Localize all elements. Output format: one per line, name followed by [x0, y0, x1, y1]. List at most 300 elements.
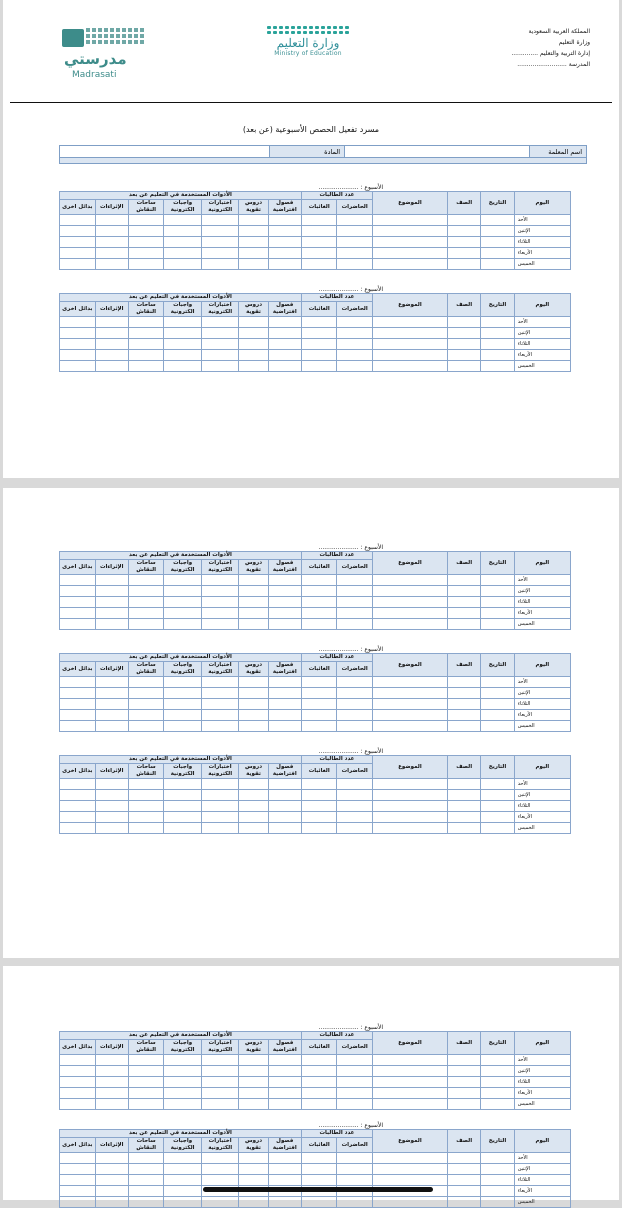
entry-cell[interactable]	[239, 790, 268, 801]
subject-field[interactable]	[60, 146, 269, 157]
entry-cell[interactable]	[481, 1175, 514, 1186]
entry-cell[interactable]	[447, 586, 480, 597]
entry-cell[interactable]	[95, 597, 128, 608]
entry-cell[interactable]	[372, 812, 447, 823]
entry-cell[interactable]	[301, 575, 336, 586]
entry-cell[interactable]	[447, 328, 480, 339]
entry-cell[interactable]	[337, 1164, 372, 1175]
entry-cell[interactable]	[337, 1066, 372, 1077]
entry-cell[interactable]	[60, 575, 96, 586]
entry-cell[interactable]	[337, 226, 372, 237]
entry-cell[interactable]	[201, 779, 239, 790]
entry-cell[interactable]	[60, 361, 96, 372]
entry-cell[interactable]	[60, 1055, 96, 1066]
entry-cell[interactable]	[337, 215, 372, 226]
entry-cell[interactable]	[201, 215, 239, 226]
entry-cell[interactable]	[95, 350, 128, 361]
entry-cell[interactable]	[372, 608, 447, 619]
entry-cell[interactable]	[95, 1066, 128, 1077]
entry-cell[interactable]	[60, 1153, 96, 1164]
entry-cell[interactable]	[337, 361, 372, 372]
entry-cell[interactable]	[60, 1088, 96, 1099]
entry-cell[interactable]	[447, 1055, 480, 1066]
entry-cell[interactable]	[301, 1153, 336, 1164]
entry-cell[interactable]	[447, 1186, 480, 1197]
entry-cell[interactable]	[239, 328, 268, 339]
entry-cell[interactable]	[372, 1055, 447, 1066]
entry-cell[interactable]	[268, 597, 301, 608]
entry-cell[interactable]	[481, 1088, 514, 1099]
entry-cell[interactable]	[481, 575, 514, 586]
entry-cell[interactable]	[201, 1153, 239, 1164]
entry-cell[interactable]	[372, 350, 447, 361]
entry-cell[interactable]	[372, 688, 447, 699]
entry-cell[interactable]	[164, 586, 202, 597]
entry-cell[interactable]	[201, 721, 239, 732]
entry-cell[interactable]	[128, 1055, 163, 1066]
entry-cell[interactable]	[128, 823, 163, 834]
entry-cell[interactable]	[128, 1197, 163, 1208]
entry-cell[interactable]	[95, 1197, 128, 1208]
entry-cell[interactable]	[481, 677, 514, 688]
entry-cell[interactable]	[447, 1077, 480, 1088]
entry-cell[interactable]	[447, 361, 480, 372]
entry-cell[interactable]	[128, 317, 163, 328]
entry-cell[interactable]	[372, 1197, 447, 1208]
entry-cell[interactable]	[301, 823, 336, 834]
entry-cell[interactable]	[301, 586, 336, 597]
entry-cell[interactable]	[337, 350, 372, 361]
entry-cell[interactable]	[337, 677, 372, 688]
entry-cell[interactable]	[201, 597, 239, 608]
entry-cell[interactable]	[60, 237, 96, 248]
entry-cell[interactable]	[60, 259, 96, 270]
entry-cell[interactable]	[481, 710, 514, 721]
entry-cell[interactable]	[239, 259, 268, 270]
entry-cell[interactable]	[164, 812, 202, 823]
entry-cell[interactable]	[481, 1066, 514, 1077]
entry-cell[interactable]	[95, 710, 128, 721]
entry-cell[interactable]	[481, 699, 514, 710]
entry-cell[interactable]	[128, 1077, 163, 1088]
entry-cell[interactable]	[128, 1099, 163, 1110]
entry-cell[interactable]	[447, 699, 480, 710]
entry-cell[interactable]	[95, 1055, 128, 1066]
entry-cell[interactable]	[60, 1099, 96, 1110]
entry-cell[interactable]	[481, 823, 514, 834]
entry-cell[interactable]	[95, 608, 128, 619]
entry-cell[interactable]	[95, 677, 128, 688]
entry-cell[interactable]	[164, 1153, 202, 1164]
entry-cell[interactable]	[268, 586, 301, 597]
entry-cell[interactable]	[164, 248, 202, 259]
entry-cell[interactable]	[372, 619, 447, 630]
entry-cell[interactable]	[447, 1099, 480, 1110]
entry-cell[interactable]	[201, 699, 239, 710]
entry-cell[interactable]	[60, 1197, 96, 1208]
entry-cell[interactable]	[481, 1077, 514, 1088]
entry-cell[interactable]	[268, 1099, 301, 1110]
entry-cell[interactable]	[301, 1066, 336, 1077]
entry-cell[interactable]	[95, 1077, 128, 1088]
entry-cell[interactable]	[164, 790, 202, 801]
entry-cell[interactable]	[201, 823, 239, 834]
entry-cell[interactable]	[337, 575, 372, 586]
entry-cell[interactable]	[239, 361, 268, 372]
entry-cell[interactable]	[337, 1197, 372, 1208]
entry-cell[interactable]	[481, 226, 514, 237]
entry-cell[interactable]	[95, 328, 128, 339]
entry-cell[interactable]	[481, 361, 514, 372]
entry-cell[interactable]	[268, 1066, 301, 1077]
entry-cell[interactable]	[447, 1197, 480, 1208]
entry-cell[interactable]	[128, 779, 163, 790]
entry-cell[interactable]	[301, 790, 336, 801]
entry-cell[interactable]	[95, 1099, 128, 1110]
entry-cell[interactable]	[372, 597, 447, 608]
entry-cell[interactable]	[481, 779, 514, 790]
entry-cell[interactable]	[60, 586, 96, 597]
entry-cell[interactable]	[164, 721, 202, 732]
entry-cell[interactable]	[372, 1099, 447, 1110]
entry-cell[interactable]	[301, 1088, 336, 1099]
entry-cell[interactable]	[128, 801, 163, 812]
entry-cell[interactable]	[337, 259, 372, 270]
entry-cell[interactable]	[337, 248, 372, 259]
entry-cell[interactable]	[301, 215, 336, 226]
entry-cell[interactable]	[128, 586, 163, 597]
entry-cell[interactable]	[301, 1175, 336, 1186]
entry-cell[interactable]	[481, 1197, 514, 1208]
entry-cell[interactable]	[95, 1164, 128, 1175]
entry-cell[interactable]	[201, 339, 239, 350]
entry-cell[interactable]	[447, 1088, 480, 1099]
entry-cell[interactable]	[95, 823, 128, 834]
entry-cell[interactable]	[481, 790, 514, 801]
entry-cell[interactable]	[201, 1197, 239, 1208]
entry-cell[interactable]	[239, 677, 268, 688]
entry-cell[interactable]	[301, 1099, 336, 1110]
entry-cell[interactable]	[60, 1066, 96, 1077]
entry-cell[interactable]	[447, 575, 480, 586]
entry-cell[interactable]	[95, 699, 128, 710]
entry-cell[interactable]	[95, 779, 128, 790]
entry-cell[interactable]	[447, 317, 480, 328]
entry-cell[interactable]	[201, 317, 239, 328]
entry-cell[interactable]	[481, 350, 514, 361]
entry-cell[interactable]	[268, 1164, 301, 1175]
entry-cell[interactable]	[372, 1164, 447, 1175]
entry-cell[interactable]	[337, 237, 372, 248]
entry-cell[interactable]	[301, 619, 336, 630]
entry-cell[interactable]	[268, 1088, 301, 1099]
entry-cell[interactable]	[268, 790, 301, 801]
entry-cell[interactable]	[60, 339, 96, 350]
entry-cell[interactable]	[239, 688, 268, 699]
entry-cell[interactable]	[128, 215, 163, 226]
entry-cell[interactable]	[201, 1088, 239, 1099]
entry-cell[interactable]	[201, 1099, 239, 1110]
entry-cell[interactable]	[239, 812, 268, 823]
entry-cell[interactable]	[301, 350, 336, 361]
entry-cell[interactable]	[95, 361, 128, 372]
entry-cell[interactable]	[164, 237, 202, 248]
entry-cell[interactable]	[164, 226, 202, 237]
entry-cell[interactable]	[337, 688, 372, 699]
entry-cell[interactable]	[128, 790, 163, 801]
entry-cell[interactable]	[481, 248, 514, 259]
entry-cell[interactable]	[239, 1153, 268, 1164]
entry-cell[interactable]	[239, 721, 268, 732]
entry-cell[interactable]	[128, 237, 163, 248]
entry-cell[interactable]	[268, 339, 301, 350]
entry-cell[interactable]	[337, 779, 372, 790]
entry-cell[interactable]	[164, 259, 202, 270]
entry-cell[interactable]	[268, 237, 301, 248]
entry-cell[interactable]	[164, 350, 202, 361]
entry-cell[interactable]	[60, 1164, 96, 1175]
entry-cell[interactable]	[372, 721, 447, 732]
entry-cell[interactable]	[372, 699, 447, 710]
entry-cell[interactable]	[239, 823, 268, 834]
entry-cell[interactable]	[268, 361, 301, 372]
entry-cell[interactable]	[60, 688, 96, 699]
entry-cell[interactable]	[128, 1088, 163, 1099]
entry-cell[interactable]	[164, 1077, 202, 1088]
entry-cell[interactable]	[239, 1197, 268, 1208]
entry-cell[interactable]	[372, 237, 447, 248]
entry-cell[interactable]	[447, 608, 480, 619]
entry-cell[interactable]	[481, 688, 514, 699]
entry-cell[interactable]	[60, 248, 96, 259]
entry-cell[interactable]	[301, 677, 336, 688]
entry-cell[interactable]	[95, 226, 128, 237]
entry-cell[interactable]	[164, 677, 202, 688]
entry-cell[interactable]	[481, 801, 514, 812]
entry-cell[interactable]	[447, 1175, 480, 1186]
entry-cell[interactable]	[301, 237, 336, 248]
entry-cell[interactable]	[239, 801, 268, 812]
entry-cell[interactable]	[164, 1088, 202, 1099]
entry-cell[interactable]	[372, 1175, 447, 1186]
entry-cell[interactable]	[95, 575, 128, 586]
entry-cell[interactable]	[60, 790, 96, 801]
entry-cell[interactable]	[301, 317, 336, 328]
entry-cell[interactable]	[372, 1088, 447, 1099]
entry-cell[interactable]	[268, 779, 301, 790]
entry-cell[interactable]	[128, 677, 163, 688]
entry-cell[interactable]	[268, 677, 301, 688]
entry-cell[interactable]	[128, 619, 163, 630]
entry-cell[interactable]	[268, 328, 301, 339]
entry-cell[interactable]	[372, 575, 447, 586]
entry-cell[interactable]	[337, 1077, 372, 1088]
entry-cell[interactable]	[164, 779, 202, 790]
entry-cell[interactable]	[164, 1175, 202, 1186]
entry-cell[interactable]	[60, 328, 96, 339]
entry-cell[interactable]	[95, 1088, 128, 1099]
entry-cell[interactable]	[164, 688, 202, 699]
entry-cell[interactable]	[481, 721, 514, 732]
entry-cell[interactable]	[337, 1175, 372, 1186]
entry-cell[interactable]	[239, 710, 268, 721]
entry-cell[interactable]	[128, 688, 163, 699]
entry-cell[interactable]	[164, 1055, 202, 1066]
entry-cell[interactable]	[301, 248, 336, 259]
entry-cell[interactable]	[372, 215, 447, 226]
entry-cell[interactable]	[481, 215, 514, 226]
entry-cell[interactable]	[268, 350, 301, 361]
entry-cell[interactable]	[372, 586, 447, 597]
entry-cell[interactable]	[268, 248, 301, 259]
entry-cell[interactable]	[481, 1099, 514, 1110]
entry-cell[interactable]	[60, 619, 96, 630]
entry-cell[interactable]	[128, 710, 163, 721]
entry-cell[interactable]	[447, 710, 480, 721]
entry-cell[interactable]	[268, 619, 301, 630]
entry-cell[interactable]	[337, 710, 372, 721]
entry-cell[interactable]	[201, 248, 239, 259]
entry-cell[interactable]	[239, 1088, 268, 1099]
entry-cell[interactable]	[164, 339, 202, 350]
entry-cell[interactable]	[337, 1055, 372, 1066]
entry-cell[interactable]	[447, 339, 480, 350]
entry-cell[interactable]	[60, 1077, 96, 1088]
entry-cell[interactable]	[481, 586, 514, 597]
entry-cell[interactable]	[95, 790, 128, 801]
entry-cell[interactable]	[481, 812, 514, 823]
entry-cell[interactable]	[337, 823, 372, 834]
entry-cell[interactable]	[60, 699, 96, 710]
entry-cell[interactable]	[128, 1186, 163, 1197]
entry-cell[interactable]	[60, 710, 96, 721]
entry-cell[interactable]	[301, 328, 336, 339]
entry-cell[interactable]	[337, 608, 372, 619]
entry-cell[interactable]	[337, 1153, 372, 1164]
entry-cell[interactable]	[201, 237, 239, 248]
entry-cell[interactable]	[239, 1077, 268, 1088]
entry-cell[interactable]	[481, 328, 514, 339]
entry-cell[interactable]	[372, 710, 447, 721]
entry-cell[interactable]	[128, 328, 163, 339]
entry-cell[interactable]	[372, 259, 447, 270]
entry-cell[interactable]	[60, 812, 96, 823]
entry-cell[interactable]	[447, 779, 480, 790]
entry-cell[interactable]	[447, 215, 480, 226]
entry-cell[interactable]	[481, 1164, 514, 1175]
entry-cell[interactable]	[201, 619, 239, 630]
entry-cell[interactable]	[447, 1164, 480, 1175]
entry-cell[interactable]	[337, 801, 372, 812]
entry-cell[interactable]	[164, 1099, 202, 1110]
entry-cell[interactable]	[372, 1077, 447, 1088]
entry-cell[interactable]	[481, 597, 514, 608]
entry-cell[interactable]	[239, 597, 268, 608]
entry-cell[interactable]	[268, 1055, 301, 1066]
entry-cell[interactable]	[95, 259, 128, 270]
entry-cell[interactable]	[268, 259, 301, 270]
entry-cell[interactable]	[60, 801, 96, 812]
entry-cell[interactable]	[337, 317, 372, 328]
entry-cell[interactable]	[372, 317, 447, 328]
entry-cell[interactable]	[301, 339, 336, 350]
entry-cell[interactable]	[164, 597, 202, 608]
entry-cell[interactable]	[337, 1099, 372, 1110]
entry-cell[interactable]	[95, 317, 128, 328]
entry-cell[interactable]	[301, 259, 336, 270]
entry-cell[interactable]	[164, 575, 202, 586]
entry-cell[interactable]	[301, 1197, 336, 1208]
entry-cell[interactable]	[447, 688, 480, 699]
entry-cell[interactable]	[481, 1153, 514, 1164]
entry-cell[interactable]	[164, 215, 202, 226]
entry-cell[interactable]	[201, 608, 239, 619]
entry-cell[interactable]	[95, 688, 128, 699]
entry-cell[interactable]	[447, 237, 480, 248]
entry-cell[interactable]	[201, 677, 239, 688]
entry-cell[interactable]	[95, 586, 128, 597]
entry-cell[interactable]	[337, 812, 372, 823]
entry-cell[interactable]	[164, 328, 202, 339]
entry-cell[interactable]	[60, 226, 96, 237]
entry-cell[interactable]	[301, 1164, 336, 1175]
entry-cell[interactable]	[239, 1055, 268, 1066]
entry-cell[interactable]	[95, 812, 128, 823]
entry-cell[interactable]	[301, 608, 336, 619]
entry-cell[interactable]	[128, 339, 163, 350]
entry-cell[interactable]	[239, 237, 268, 248]
entry-cell[interactable]	[481, 339, 514, 350]
entry-cell[interactable]	[128, 248, 163, 259]
entry-cell[interactable]	[447, 812, 480, 823]
entry-cell[interactable]	[201, 1066, 239, 1077]
entry-cell[interactable]	[95, 1175, 128, 1186]
entry-cell[interactable]	[337, 619, 372, 630]
entry-cell[interactable]	[201, 801, 239, 812]
entry-cell[interactable]	[447, 597, 480, 608]
entry-cell[interactable]	[481, 608, 514, 619]
entry-cell[interactable]	[128, 350, 163, 361]
entry-cell[interactable]	[239, 1099, 268, 1110]
entry-cell[interactable]	[301, 1055, 336, 1066]
entry-cell[interactable]	[372, 677, 447, 688]
entry-cell[interactable]	[481, 259, 514, 270]
entry-cell[interactable]	[268, 215, 301, 226]
entry-cell[interactable]	[128, 699, 163, 710]
entry-cell[interactable]	[268, 699, 301, 710]
entry-cell[interactable]	[372, 823, 447, 834]
entry-cell[interactable]	[201, 1055, 239, 1066]
entry-cell[interactable]	[164, 1164, 202, 1175]
entry-cell[interactable]	[268, 1197, 301, 1208]
entry-cell[interactable]	[447, 259, 480, 270]
entry-cell[interactable]	[201, 575, 239, 586]
entry-cell[interactable]	[201, 226, 239, 237]
entry-cell[interactable]	[337, 597, 372, 608]
entry-cell[interactable]	[164, 801, 202, 812]
entry-cell[interactable]	[95, 721, 128, 732]
entry-cell[interactable]	[60, 1186, 96, 1197]
entry-cell[interactable]	[60, 823, 96, 834]
entry-cell[interactable]	[164, 1066, 202, 1077]
entry-cell[interactable]	[372, 226, 447, 237]
entry-cell[interactable]	[201, 1175, 239, 1186]
entry-cell[interactable]	[239, 339, 268, 350]
entry-cell[interactable]	[60, 779, 96, 790]
entry-cell[interactable]	[164, 1197, 202, 1208]
entry-cell[interactable]	[481, 1055, 514, 1066]
entry-cell[interactable]	[164, 823, 202, 834]
